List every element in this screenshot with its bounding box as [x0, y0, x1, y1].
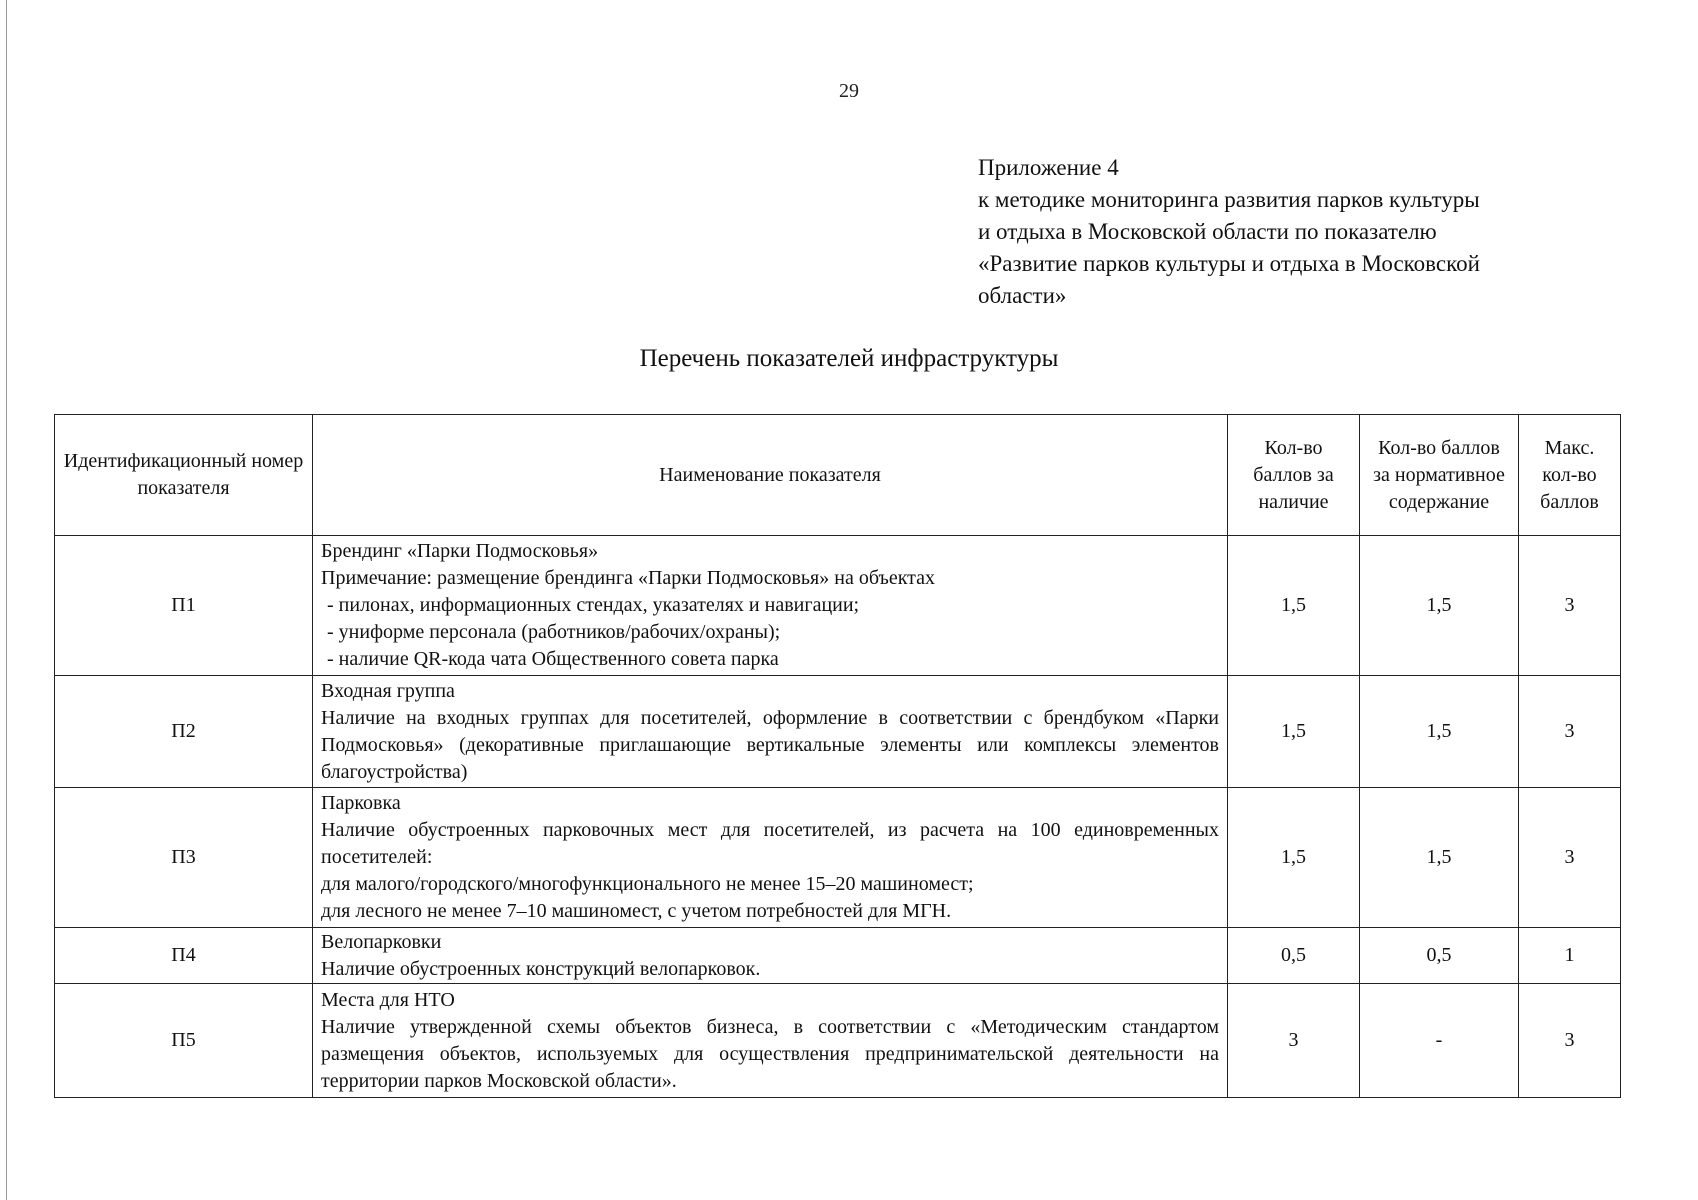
row-name-line: - пилонах, информационных стендах, указателях и навигации; — [327, 594, 860, 616]
header-presence: Кол-во баллов за наличие — [1228, 415, 1360, 536]
row-max: 3 — [1519, 676, 1621, 788]
row-maintenance: - — [1360, 984, 1519, 1098]
row-name — [313, 928, 1228, 984]
table-row — [55, 676, 1621, 788]
page-number: 29 — [839, 80, 859, 102]
document-title: Перечень показателей инфраструктуры — [639, 345, 1059, 372]
row-id: П1 — [55, 536, 313, 676]
row-max: 3 — [1519, 984, 1621, 1098]
row-maintenance: 1,5 — [1360, 676, 1519, 788]
row-name-title: Места для НТО — [321, 988, 455, 1011]
table-row — [55, 928, 1621, 984]
row-max: 3 — [1519, 536, 1621, 676]
row-name-title: Парковка — [321, 792, 401, 814]
row-name-line: для малого/городского/многофункционального не менее 15–20 машиномест; — [321, 873, 974, 895]
row-maintenance: 0,5 — [1360, 928, 1519, 984]
row-name-text: Наличие обустроенных конструкций велопарковок. — [321, 957, 761, 980]
row-name-line: - наличие QR-кода чата Общественного совета парка — [327, 648, 779, 670]
row-presence: 3 — [1228, 984, 1360, 1098]
row-name — [313, 984, 1228, 1098]
header-name: Наименование показателя — [313, 415, 1228, 536]
appendix-line: и отдыха в Московской области по показателю — [978, 219, 1437, 244]
row-presence: 1,5 — [1228, 788, 1360, 928]
row-id: П2 — [55, 676, 313, 788]
row-name-text: Наличие утвержденной схемы объектов бизнеса, в соответствии с «Методическим стандартом размещения объектов, используемых для осуществления предпринимательской деятельности на территории парков Московской области». — [321, 1015, 1219, 1092]
appendix-line: области» — [978, 283, 1067, 308]
row-id: П5 — [55, 984, 313, 1098]
row-name-line: Примечание: размещение брендинга «Парки Подмосковья» на объектах — [321, 567, 936, 589]
appendix-note — [978, 152, 1598, 312]
header-id: Идентификационный номер показателя — [55, 415, 313, 536]
row-id: П3 — [55, 788, 313, 928]
row-name — [313, 676, 1228, 788]
row-name-text: Наличие обустроенных парковочных мест для посетителей, из расчета на 100 единовременных посетителей: — [321, 819, 1219, 868]
indicators-table — [54, 414, 1621, 1098]
row-max: 1 — [1519, 928, 1621, 984]
table-header-row — [55, 415, 1621, 536]
row-name-text: Наличие на входных группах для посетителей, оформление в соответствии с брендбуком «Парки Подмосковья» (декоративные приглашающие вертикальные элементы или комплексы элементов благоустройства) — [321, 706, 1219, 783]
table-row — [55, 788, 1621, 928]
row-name-title: Велопарковки — [321, 930, 442, 953]
row-name — [313, 536, 1228, 676]
row-maintenance: 1,5 — [1360, 536, 1519, 676]
appendix-line: Приложение 4 — [978, 155, 1119, 180]
row-presence: 1,5 — [1228, 676, 1360, 788]
appendix-line: «Развитие парков культуры и отдыха в Московской — [978, 251, 1480, 276]
header-maintenance: Кол-во баллов за нормативное содержание — [1360, 415, 1519, 536]
row-name-title: Входная группа — [321, 679, 455, 702]
row-name — [313, 788, 1228, 928]
row-name-title: Брендинг «Парки Подмосковья» — [321, 540, 599, 562]
row-name-line: - униформе персонала (работников/рабочих/охраны); — [327, 621, 781, 643]
row-name-line: для лесного не менее 7–10 машиномест, с учетом потребностей для МГН. — [321, 900, 952, 922]
header-max: Макс. кол-во баллов — [1519, 415, 1621, 536]
row-id: П4 — [55, 928, 313, 984]
table-row — [55, 536, 1621, 676]
row-max: 3 — [1519, 788, 1621, 928]
table-row — [55, 984, 1621, 1098]
page-left-edge — [6, 0, 7, 1200]
appendix-line: к методике мониторинга развития парков культуры — [978, 187, 1480, 212]
row-presence: 0,5 — [1228, 928, 1360, 984]
row-presence: 1,5 — [1228, 536, 1360, 676]
row-maintenance: 1,5 — [1360, 788, 1519, 928]
